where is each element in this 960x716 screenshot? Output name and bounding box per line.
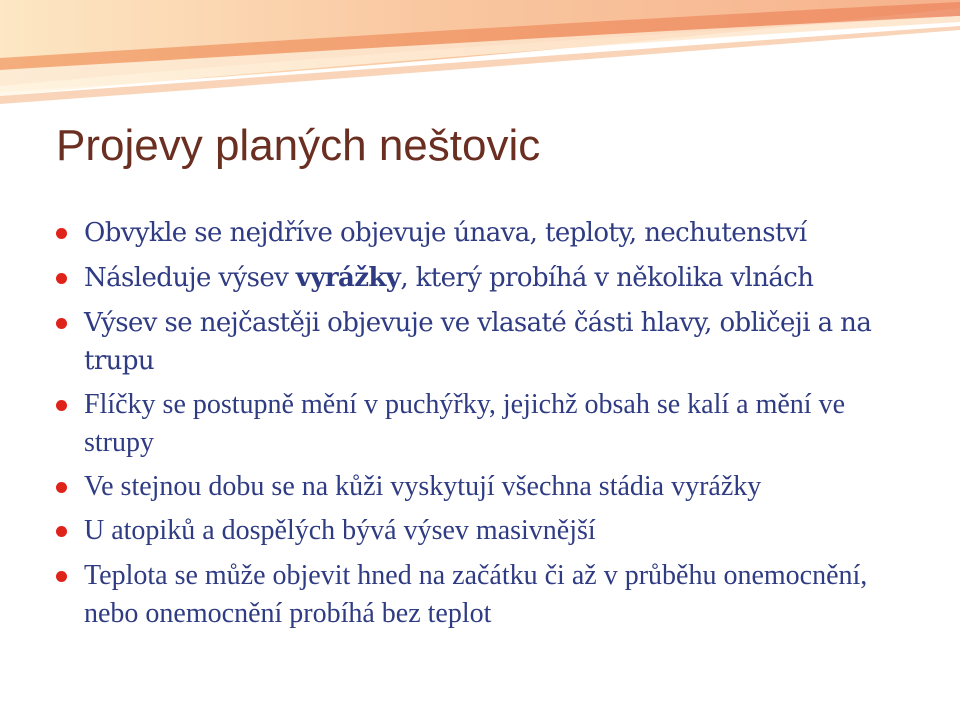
bullet-item	[56, 304, 916, 380]
bullet-item	[56, 557, 916, 633]
slide-title: Projevy planých neštovic	[56, 121, 541, 170]
bullet-list	[56, 214, 916, 640]
decorative-banner	[0, 0, 960, 120]
bullet-text: Výsev se nejčastěji objevuje ve vlasaté části hlavy, obličeji a na trupu	[84, 308, 872, 376]
bullet-item	[56, 386, 916, 462]
bullet-item	[56, 468, 916, 506]
bullet-text-prefix: Následuje výsev	[84, 263, 296, 293]
bullet-dot-icon	[56, 571, 67, 582]
bullet-dot-icon	[56, 526, 67, 537]
bullet-dot-icon	[56, 482, 67, 493]
bullet-item	[56, 214, 916, 252]
bullet-text: Teplota se může objevit hned na začátku či až v průběhu onemocnění, nebo onemocnění probíhá bez teplot	[84, 560, 868, 629]
bullet-text: Flíčky se postupně mění v puchýřky, jejichž obsah se kalí a mění ve strupy	[84, 389, 846, 458]
bullet-text: Obvykle se nejdříve objevuje únava, teploty, nechutenství	[84, 218, 807, 248]
bullet-text-emphasis: vyrážky	[295, 263, 401, 293]
bullet-dot-icon	[56, 400, 67, 411]
bullet-item	[56, 259, 916, 297]
bullet-dot-icon	[56, 318, 67, 329]
bullet-text-suffix: , který probíhá v několika vlnách	[400, 263, 814, 293]
bullet-text: Ve stejnou dobu se na kůži vyskytují všechna stádia vyrážky	[84, 471, 762, 502]
bullet-text: U atopiků a dospělých bývá výsev masivnější	[84, 515, 596, 546]
bullet-item	[56, 512, 916, 550]
bullet-dot-icon	[56, 228, 67, 239]
bullet-dot-icon	[56, 273, 67, 284]
